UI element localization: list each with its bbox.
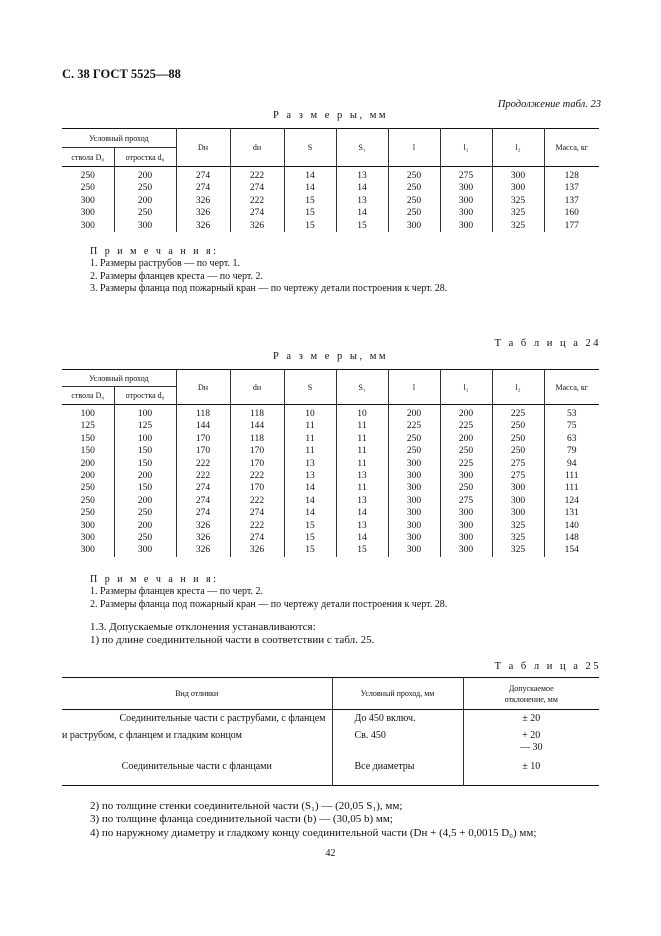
table-cell: 13 bbox=[336, 470, 388, 482]
table-cell: 274 bbox=[176, 482, 230, 494]
table-cell: 325 bbox=[492, 520, 544, 532]
table-cell: 10 bbox=[336, 405, 388, 421]
table-cell: 15 bbox=[284, 220, 336, 232]
table-cell: 300 bbox=[80, 533, 95, 544]
section-line: 1.3. Допускаемые отклонения устанавливаются: bbox=[90, 621, 316, 633]
table-row bbox=[62, 207, 599, 219]
table-cell: 300 bbox=[440, 220, 492, 232]
table-cell: 111 bbox=[544, 482, 599, 494]
table-row bbox=[62, 445, 599, 457]
table-cell: 200 bbox=[114, 495, 176, 507]
table-cell: 300 bbox=[80, 208, 95, 219]
table-cell: 300 bbox=[440, 470, 492, 482]
table-cell: 100 bbox=[80, 409, 95, 419]
table-cell: 150 bbox=[114, 458, 176, 470]
table24 bbox=[62, 369, 599, 557]
table-cell: 300 bbox=[80, 545, 95, 556]
table-cell: 274 bbox=[230, 532, 284, 544]
table-cell: 250 bbox=[80, 495, 95, 506]
table-cell: 100 bbox=[114, 433, 176, 445]
table-cell: 13 bbox=[336, 195, 388, 207]
table-cell: 13 bbox=[336, 167, 388, 183]
table-cell: 225 bbox=[440, 458, 492, 470]
table-cell: 225 bbox=[440, 420, 492, 432]
table-cell: 250 bbox=[388, 445, 440, 457]
section-line: 1) по длине соединительной части в соответствии с табл. 25. bbox=[90, 633, 375, 646]
table-cell: 11 bbox=[336, 445, 388, 457]
table-cell: 325 bbox=[492, 207, 544, 219]
table-cell: 300 bbox=[440, 195, 492, 207]
table-cell: 300 bbox=[492, 507, 544, 519]
pass-text: До 450 включ. bbox=[354, 713, 416, 724]
table24-sizes-caption: Р а з м е р ы, мм bbox=[272, 351, 389, 362]
table-cell: 250 bbox=[80, 508, 95, 519]
table-row bbox=[62, 167, 599, 183]
table-cell: 125 bbox=[80, 421, 95, 432]
table-cell: 144 bbox=[176, 420, 230, 432]
table-cell: 274 bbox=[230, 207, 284, 219]
table23-sizes-caption: Р а з м е р ы, мм bbox=[272, 110, 389, 121]
table-cell: 326 bbox=[176, 207, 230, 219]
table-row bbox=[62, 544, 599, 556]
table-cell: 200 bbox=[440, 433, 492, 445]
table-cell: 250 bbox=[440, 445, 492, 457]
table-cell: 15 bbox=[284, 520, 336, 532]
table-cell: 11 bbox=[284, 445, 336, 457]
note: 2. Размеры фланцев креста — по черт. 2. bbox=[90, 270, 264, 282]
table-cell: 200 bbox=[440, 405, 492, 421]
table-cell: 124 bbox=[544, 495, 599, 507]
table-cell: 14 bbox=[284, 507, 336, 519]
page-header: С. 38 ГОСТ 5525—88 bbox=[62, 67, 181, 81]
deviation-text: ± 20 bbox=[522, 713, 541, 724]
table-cell: 125 bbox=[114, 420, 176, 432]
table-cell: 326 bbox=[176, 520, 230, 532]
table-cell: 222 bbox=[230, 195, 284, 207]
column-header: S₁ bbox=[336, 370, 388, 405]
table-cell: 250 bbox=[388, 167, 440, 183]
group-header: Условный проход bbox=[62, 129, 176, 148]
table-cell: 325 bbox=[492, 532, 544, 544]
table-cell: 11 bbox=[336, 420, 388, 432]
table-cell: 250 bbox=[80, 483, 95, 494]
kind-text: Соединительные части с раструбами, с фланцем bbox=[119, 713, 326, 724]
column-header: l₂ bbox=[492, 370, 544, 405]
page-number: 42 bbox=[325, 848, 336, 859]
column-header: S₁ bbox=[336, 129, 388, 167]
table-cell: 14 bbox=[336, 207, 388, 219]
table25 bbox=[62, 677, 599, 786]
table-cell: 11 bbox=[336, 433, 388, 445]
table-cell: 170 bbox=[230, 458, 284, 470]
table-cell: 15 bbox=[284, 544, 336, 556]
note: 2. Размеры фланца под пожарный кран — по чертежу детали построения к черт. 28. bbox=[90, 598, 448, 610]
table-cell: 15 bbox=[336, 220, 388, 232]
table-cell: 250 bbox=[80, 183, 95, 194]
table25-title: Т а б л и ц а 25 bbox=[494, 661, 601, 672]
table-cell: 250 bbox=[388, 195, 440, 207]
table-cell: 326 bbox=[176, 220, 230, 232]
column-header: l₁ bbox=[440, 129, 492, 167]
table-cell: 275 bbox=[492, 458, 544, 470]
item: 3) по толщине фланца соединительной части (b) — (30,05 b) мм; bbox=[90, 813, 393, 826]
table-cell: 300 bbox=[388, 520, 440, 532]
table-cell: 140 bbox=[544, 520, 599, 532]
table-cell: 200 bbox=[80, 458, 95, 469]
table-cell: 275 bbox=[440, 167, 492, 183]
table-cell: 300 bbox=[440, 544, 492, 556]
notes-title: П р и м е ч а н и я: bbox=[90, 246, 219, 257]
table-cell: 11 bbox=[284, 420, 336, 432]
table-cell: 274 bbox=[176, 507, 230, 519]
table-cell: 75 bbox=[544, 420, 599, 432]
table-cell: 300 bbox=[492, 495, 544, 507]
column-header: Допускаемое отклонение, мм bbox=[463, 678, 599, 710]
pass-text: Св. 450 bbox=[354, 729, 386, 741]
table-cell: 14 bbox=[336, 507, 388, 519]
table-cell: 300 bbox=[388, 220, 440, 232]
column-header: S bbox=[284, 129, 336, 167]
table24-title: Т а б л и ц а 24 bbox=[494, 338, 601, 349]
table-cell: 300 bbox=[492, 482, 544, 494]
table-cell: 13 bbox=[336, 495, 388, 507]
table-cell bbox=[62, 710, 332, 755]
table-cell bbox=[332, 710, 463, 755]
item: 4) по наружному диаметру и гладкому концу соединительной части (Dн + (4,5 + 0,0015 D₀) мм; bbox=[90, 826, 537, 839]
column-header: Масса, кг bbox=[544, 129, 599, 167]
table-cell: 300 bbox=[440, 507, 492, 519]
table-cell: 300 bbox=[388, 532, 440, 544]
column-header: l₁ bbox=[440, 370, 492, 405]
table-cell: 170 bbox=[230, 445, 284, 457]
table-cell: 325 bbox=[492, 220, 544, 232]
table-cell: 128 bbox=[544, 167, 599, 183]
table-cell: 170 bbox=[176, 433, 230, 445]
table-cell: 150 bbox=[80, 433, 95, 444]
column-header: Масса, кг bbox=[544, 370, 599, 405]
sub-header: отростка d₀ bbox=[114, 387, 176, 405]
table-cell: 14 bbox=[284, 495, 336, 507]
column-header: S bbox=[284, 370, 336, 405]
table-cell: 250 bbox=[492, 445, 544, 457]
table-cell: 200 bbox=[80, 471, 95, 482]
table-cell: 300 bbox=[114, 544, 176, 556]
sub-header: ствола D₀ bbox=[71, 391, 105, 400]
table-cell: 274 bbox=[176, 167, 230, 183]
table-cell: 300 bbox=[388, 458, 440, 470]
table23-notes bbox=[90, 246, 447, 296]
table-cell: 250 bbox=[492, 420, 544, 432]
table-cell: 222 bbox=[176, 458, 230, 470]
table23 bbox=[62, 128, 599, 232]
table-row bbox=[62, 182, 599, 194]
table-cell: 11 bbox=[284, 433, 336, 445]
table-cell: 326 bbox=[176, 532, 230, 544]
table-cell: 300 bbox=[388, 507, 440, 519]
table-cell: Все диаметры bbox=[332, 755, 463, 786]
table-cell: 160 bbox=[544, 207, 599, 219]
table-cell: 131 bbox=[544, 507, 599, 519]
sub-header: ствола D₀ bbox=[71, 152, 105, 162]
table-cell bbox=[463, 710, 599, 755]
column-header: Dн bbox=[176, 370, 230, 405]
table-cell: 13 bbox=[336, 520, 388, 532]
table-cell: 300 bbox=[80, 220, 95, 231]
section-1-3 bbox=[90, 621, 374, 647]
note: 1. Размеры раструбов — по черт. 1. bbox=[90, 258, 241, 270]
table-cell: 300 bbox=[440, 182, 492, 194]
table23-continuation-label: Продолжение табл. 23 bbox=[497, 99, 601, 110]
table-cell: 250 bbox=[80, 171, 95, 181]
table-cell: 200 bbox=[388, 405, 440, 421]
table-cell: 10 bbox=[284, 405, 336, 421]
group-header: Условный проход bbox=[62, 370, 176, 387]
table-cell: 118 bbox=[176, 405, 230, 421]
table-cell: 300 bbox=[388, 495, 440, 507]
column-header: Условный проход, мм bbox=[332, 678, 463, 710]
table-cell: 150 bbox=[114, 445, 176, 457]
table-cell: 250 bbox=[114, 507, 176, 519]
table-cell: 15 bbox=[284, 532, 336, 544]
table-cell: 13 bbox=[284, 458, 336, 470]
table-cell: 15 bbox=[284, 195, 336, 207]
table-cell: 63 bbox=[544, 433, 599, 445]
table24-notes bbox=[90, 574, 447, 611]
table-cell: 154 bbox=[544, 544, 599, 556]
table-cell: 79 bbox=[544, 445, 599, 457]
table-cell: 300 bbox=[388, 482, 440, 494]
table-row bbox=[62, 532, 599, 544]
table-cell: 53 bbox=[544, 405, 599, 421]
table-cell: 300 bbox=[440, 532, 492, 544]
table-cell: 326 bbox=[230, 544, 284, 556]
column-header: l bbox=[388, 129, 440, 167]
table-cell: 274 bbox=[176, 495, 230, 507]
table-cell: 11 bbox=[336, 458, 388, 470]
table-cell: 275 bbox=[492, 470, 544, 482]
table-row bbox=[62, 482, 599, 494]
table-cell: 250 bbox=[440, 482, 492, 494]
table-cell: 15 bbox=[284, 207, 336, 219]
table-cell: 137 bbox=[544, 195, 599, 207]
table-cell: 275 bbox=[440, 495, 492, 507]
table-cell: 326 bbox=[176, 544, 230, 556]
table-cell: 200 bbox=[114, 167, 176, 183]
kind-text: и раструбом, с фланцем и гладким концом bbox=[62, 729, 242, 741]
table-row bbox=[62, 195, 599, 207]
table-row bbox=[62, 507, 599, 519]
table-cell: 250 bbox=[114, 207, 176, 219]
table-cell: ± 10 bbox=[463, 755, 599, 786]
table-cell: 325 bbox=[492, 195, 544, 207]
table-cell: 300 bbox=[492, 182, 544, 194]
table-cell: 150 bbox=[114, 482, 176, 494]
table-cell: 222 bbox=[230, 495, 284, 507]
table-cell: 148 bbox=[544, 532, 599, 544]
table-cell: 222 bbox=[230, 520, 284, 532]
table-cell: 274 bbox=[230, 507, 284, 519]
item: 2) по толщине стенки соединительной части (S₁) — (20,05 S₁), мм; bbox=[90, 800, 403, 812]
table-cell: 250 bbox=[388, 433, 440, 445]
table-cell: 225 bbox=[492, 405, 544, 421]
table-row bbox=[62, 433, 599, 445]
table-cell: 111 bbox=[544, 470, 599, 482]
table-cell: 222 bbox=[176, 470, 230, 482]
column-header: Вид отливки bbox=[175, 689, 219, 698]
deviation-text: — 30 bbox=[520, 742, 543, 753]
table-cell: 250 bbox=[388, 182, 440, 194]
table-cell: 250 bbox=[114, 532, 176, 544]
table-cell: 274 bbox=[176, 182, 230, 194]
column-header: dн bbox=[230, 370, 284, 405]
table-cell: 14 bbox=[336, 182, 388, 194]
table-cell: 14 bbox=[284, 182, 336, 194]
table-cell: 15 bbox=[336, 544, 388, 556]
table-cell: 300 bbox=[80, 520, 95, 531]
table-cell: 300 bbox=[440, 520, 492, 532]
table-cell: 325 bbox=[492, 544, 544, 556]
table-cell: 222 bbox=[230, 470, 284, 482]
table-row bbox=[62, 458, 599, 470]
column-header: l₂ bbox=[492, 129, 544, 167]
table-cell: 300 bbox=[440, 207, 492, 219]
table-cell: 14 bbox=[336, 532, 388, 544]
table-row bbox=[62, 220, 599, 232]
deviation-text: + 20 bbox=[522, 729, 541, 741]
column-header: Dн bbox=[176, 129, 230, 167]
table-row bbox=[62, 520, 599, 532]
deviation-items bbox=[90, 800, 536, 840]
table-row bbox=[62, 470, 599, 482]
table-cell: 274 bbox=[230, 182, 284, 194]
table-cell: 250 bbox=[492, 433, 544, 445]
table-cell: 300 bbox=[114, 220, 176, 232]
table-cell: 250 bbox=[114, 182, 176, 194]
table-cell: 14 bbox=[284, 482, 336, 494]
table-row bbox=[62, 420, 599, 432]
table-row bbox=[62, 495, 599, 507]
note: 3. Размеры фланца под пожарный кран — по чертежу детали построения к черт. 28. bbox=[90, 283, 448, 295]
table-cell: 100 bbox=[114, 405, 176, 421]
table-cell: 326 bbox=[176, 195, 230, 207]
table-cell: 170 bbox=[230, 482, 284, 494]
table-cell: 300 bbox=[80, 195, 95, 206]
notes-title: П р и м е ч а н и я: bbox=[90, 574, 219, 585]
table-cell: 94 bbox=[544, 458, 599, 470]
table-cell: 250 bbox=[388, 207, 440, 219]
sub-header: отростка d₀ bbox=[114, 148, 176, 167]
note: 1. Размеры фланцев креста — по черт. 2. bbox=[90, 586, 264, 598]
table-cell: 144 bbox=[230, 420, 284, 432]
table-cell: 13 bbox=[284, 470, 336, 482]
table-cell: 118 bbox=[230, 433, 284, 445]
table-cell: 225 bbox=[388, 420, 440, 432]
table-cell: 137 bbox=[544, 182, 599, 194]
table-cell: 170 bbox=[176, 445, 230, 457]
table-cell: 11 bbox=[336, 482, 388, 494]
table-cell: 300 bbox=[388, 470, 440, 482]
table-cell: 200 bbox=[114, 470, 176, 482]
table-cell: 177 bbox=[544, 220, 599, 232]
column-header: dн bbox=[230, 129, 284, 167]
table-cell: 300 bbox=[388, 544, 440, 556]
table-cell: 300 bbox=[492, 167, 544, 183]
table-cell: Соединительные части с фланцами bbox=[121, 760, 272, 772]
table-cell: 326 bbox=[230, 220, 284, 232]
table-cell: 200 bbox=[114, 195, 176, 207]
table-row bbox=[62, 405, 599, 421]
table-cell: 14 bbox=[284, 167, 336, 183]
table-cell: 118 bbox=[230, 405, 284, 421]
table-cell: 200 bbox=[114, 520, 176, 532]
table-cell: 222 bbox=[230, 167, 284, 183]
column-header: l bbox=[388, 370, 440, 405]
table-cell: 150 bbox=[80, 446, 95, 457]
